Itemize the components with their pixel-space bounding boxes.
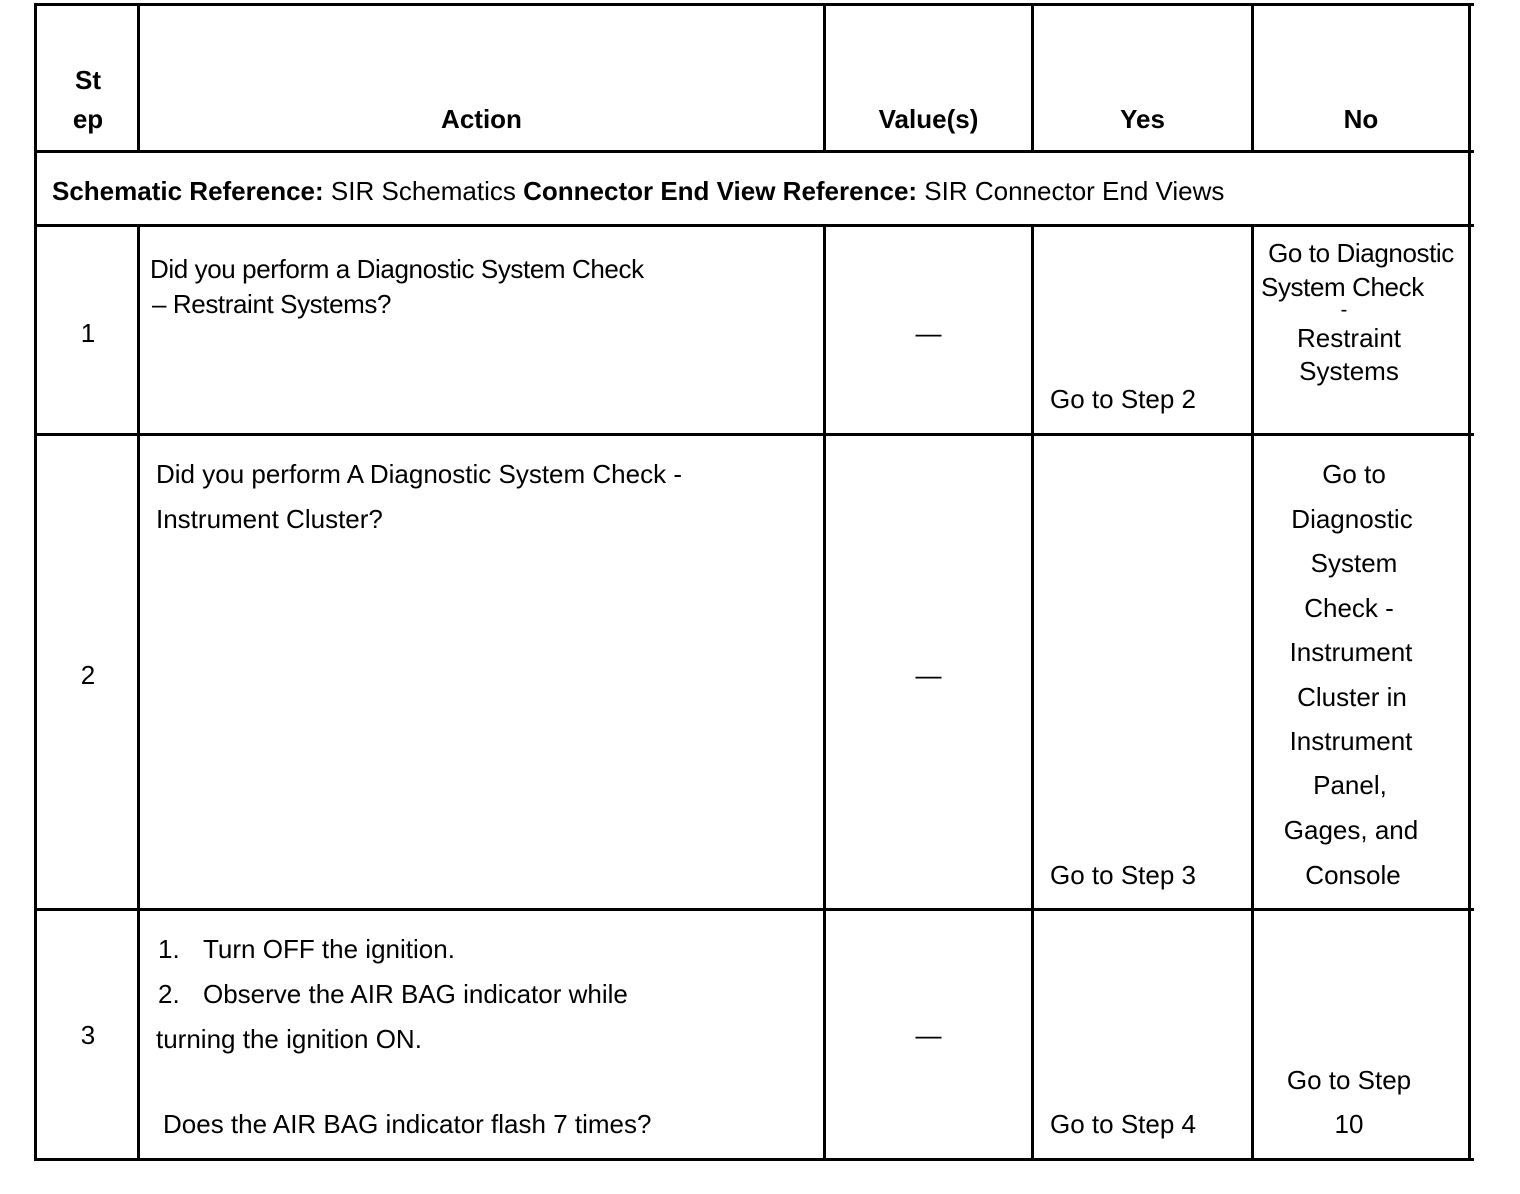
action-item-text: Observe the AIR BAG indicator while	[203, 979, 628, 1009]
no-result: System	[1310, 548, 1398, 578]
no-result: Go to Diagnostic	[1268, 238, 1454, 268]
header-yes: Yes	[1120, 104, 1165, 134]
no-result: Go to Step	[1286, 1065, 1412, 1095]
yes-result: Go to Step 3	[1050, 860, 1196, 890]
step-number: 1	[80, 318, 96, 348]
header-divider	[34, 150, 1474, 153]
action-item-number: 1.	[158, 934, 180, 964]
no-result: System Check	[1261, 272, 1424, 302]
col-divider-value	[1031, 224, 1034, 1161]
no-result: Systems	[1299, 356, 1399, 386]
value-dash: —	[915, 1020, 942, 1050]
no-result: Console	[1305, 860, 1401, 890]
schematic-reference-value: SIR Schematics	[330, 176, 516, 206]
no-result: Gages, and	[1283, 815, 1419, 845]
header-step-line1: St	[75, 65, 101, 95]
connector-reference-value: SIR Connector End Views	[924, 176, 1225, 206]
table-border-right	[1468, 3, 1471, 1161]
reference-row	[52, 178, 1224, 204]
header-values: Value(s)	[878, 104, 979, 134]
connector-reference-label: Connector End View Reference:	[523, 176, 918, 206]
no-result: 10	[1334, 1109, 1364, 1139]
step-number: 2	[80, 660, 96, 690]
no-result: Cluster in	[1297, 682, 1407, 712]
table-border-top	[34, 3, 1474, 6]
value-dash: —	[915, 318, 942, 348]
no-result: -	[1340, 299, 1348, 321]
table-border-bottom	[34, 1158, 1474, 1161]
no-result: Diagnostic	[1291, 504, 1413, 534]
reference-divider	[34, 224, 1474, 227]
col-divider-action	[823, 224, 826, 1161]
row-2-divider	[34, 908, 1474, 911]
action-question: Does the AIR BAG indicator flash 7 times?	[163, 1109, 652, 1139]
no-result: Instrument	[1289, 726, 1413, 756]
action-item-text: turning the ignition ON.	[156, 1024, 422, 1054]
no-result: Instrument	[1289, 637, 1413, 667]
header-no: No	[1343, 104, 1379, 134]
action-text: Did you perform A Diagnostic System Check -	[156, 459, 682, 489]
no-result: Go to	[1322, 459, 1386, 489]
col-divider-step	[137, 224, 140, 1161]
header-action: Action	[441, 104, 522, 134]
action-text: Instrument Cluster?	[156, 504, 383, 534]
action-text: – Restraint Systems?	[152, 289, 392, 319]
action-item-number: 2.	[158, 979, 180, 1009]
yes-result: Go to Step 2	[1050, 384, 1196, 414]
no-result: Check -	[1304, 593, 1394, 623]
no-result: Panel,	[1313, 770, 1387, 800]
action-text: Did you perform a Diagnostic System Check	[150, 254, 644, 284]
no-result: Restraint	[1296, 323, 1402, 353]
step-number: 3	[80, 1020, 96, 1050]
schematic-reference-label: Schematic Reference:	[52, 176, 324, 206]
action-item-text: Turn OFF the ignition.	[203, 934, 455, 964]
value-dash: —	[915, 660, 942, 690]
row-1-divider	[34, 433, 1474, 436]
table-border-left	[34, 3, 37, 1161]
header-step-line2: ep	[72, 104, 104, 134]
yes-result: Go to Step 4	[1050, 1109, 1196, 1139]
